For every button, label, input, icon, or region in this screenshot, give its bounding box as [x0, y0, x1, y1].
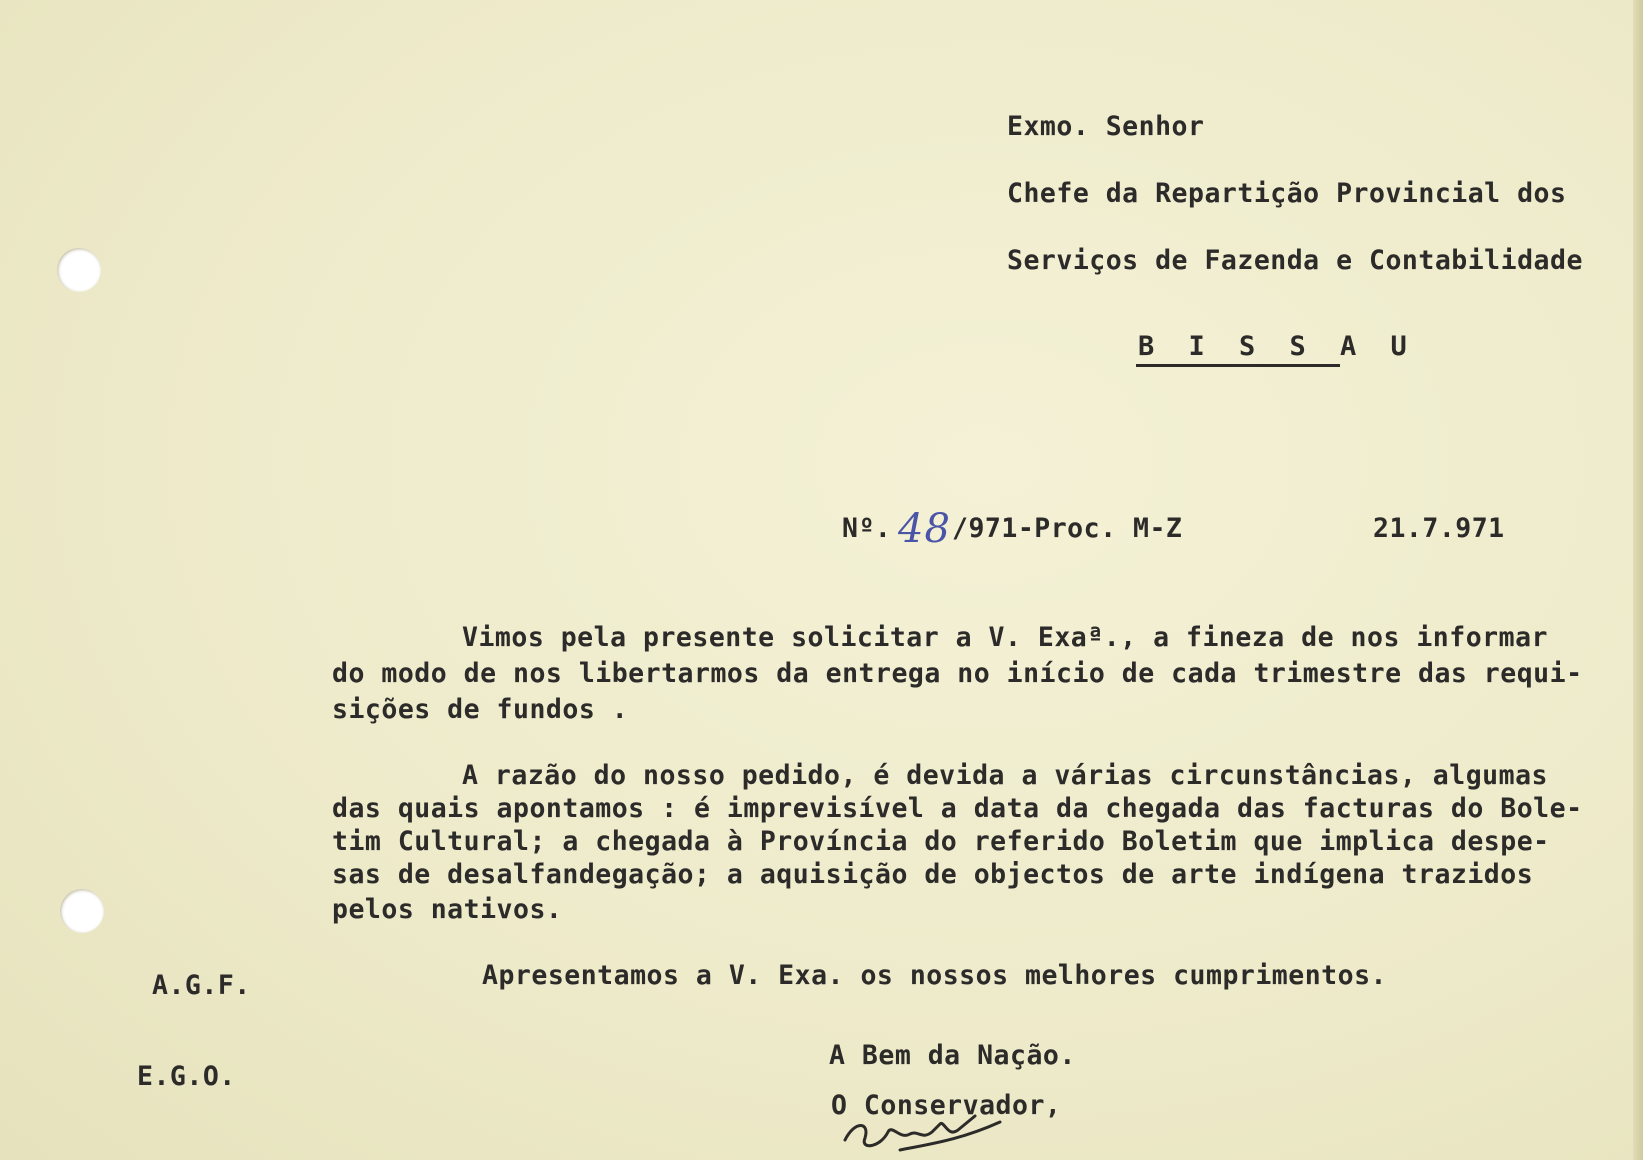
handwritten-signature [840, 1110, 1020, 1160]
reference-prefix: Nº. [842, 513, 892, 544]
punch-hole-bottom [60, 889, 104, 933]
paragraph-1-line-1: Vimos pela presente solicitar a V. Exaª., a fineza de nos informar [462, 622, 1548, 653]
paragraph-2-line-3: tim Cultural; a chegada à Província do referido Boletim que implica despe- [332, 826, 1550, 857]
paper-edge [1633, 0, 1643, 1160]
initials-first: A.G.F. [152, 970, 251, 1001]
paragraph-1-line-3: sições de fundos . [332, 694, 629, 725]
initials-second: E.G.O. [137, 1061, 236, 1092]
addressee-line-2: Serviços de Fazenda e Contabilidade [1007, 245, 1583, 276]
addressee-city: B I S S A U [1138, 331, 1416, 362]
reference-suffix: /971-Proc. M-Z [952, 513, 1183, 544]
paragraph-2-line-5: pelos nativos. [332, 894, 563, 925]
signoff-line-1: A Bem da Nação. [829, 1040, 1076, 1071]
addressee-line-1: Chefe da Repartição Provincial dos [1007, 178, 1567, 209]
signoff-line-2: O Conservador, [831, 1090, 1062, 1121]
paragraph-2-line-4: sas de desalfandegação; a aquisição de objectos de arte indígena trazidos [332, 859, 1534, 890]
paragraph-1-line-2: do modo de nos libertarmos da entrega no início de cada trimestre das requi- [332, 658, 1583, 689]
closing-sentence: Apresentamos a V. Exa. os nossos melhores cumprimentos. [482, 960, 1387, 991]
letter-date: 21.7.971 [1373, 513, 1505, 544]
paragraph-2-line-1: A razão do nosso pedido, é devida a várias circunstâncias, algumas [462, 760, 1548, 791]
paragraph-2-line-2: das quais apontamos : é imprevisível a data da chegada das facturas do Bole- [332, 793, 1583, 824]
city-underline [1136, 364, 1340, 367]
punch-hole-top [57, 248, 101, 292]
addressee-salutation: Exmo. Senhor [1007, 111, 1205, 142]
handwritten-reference-number: 48 [898, 506, 951, 552]
